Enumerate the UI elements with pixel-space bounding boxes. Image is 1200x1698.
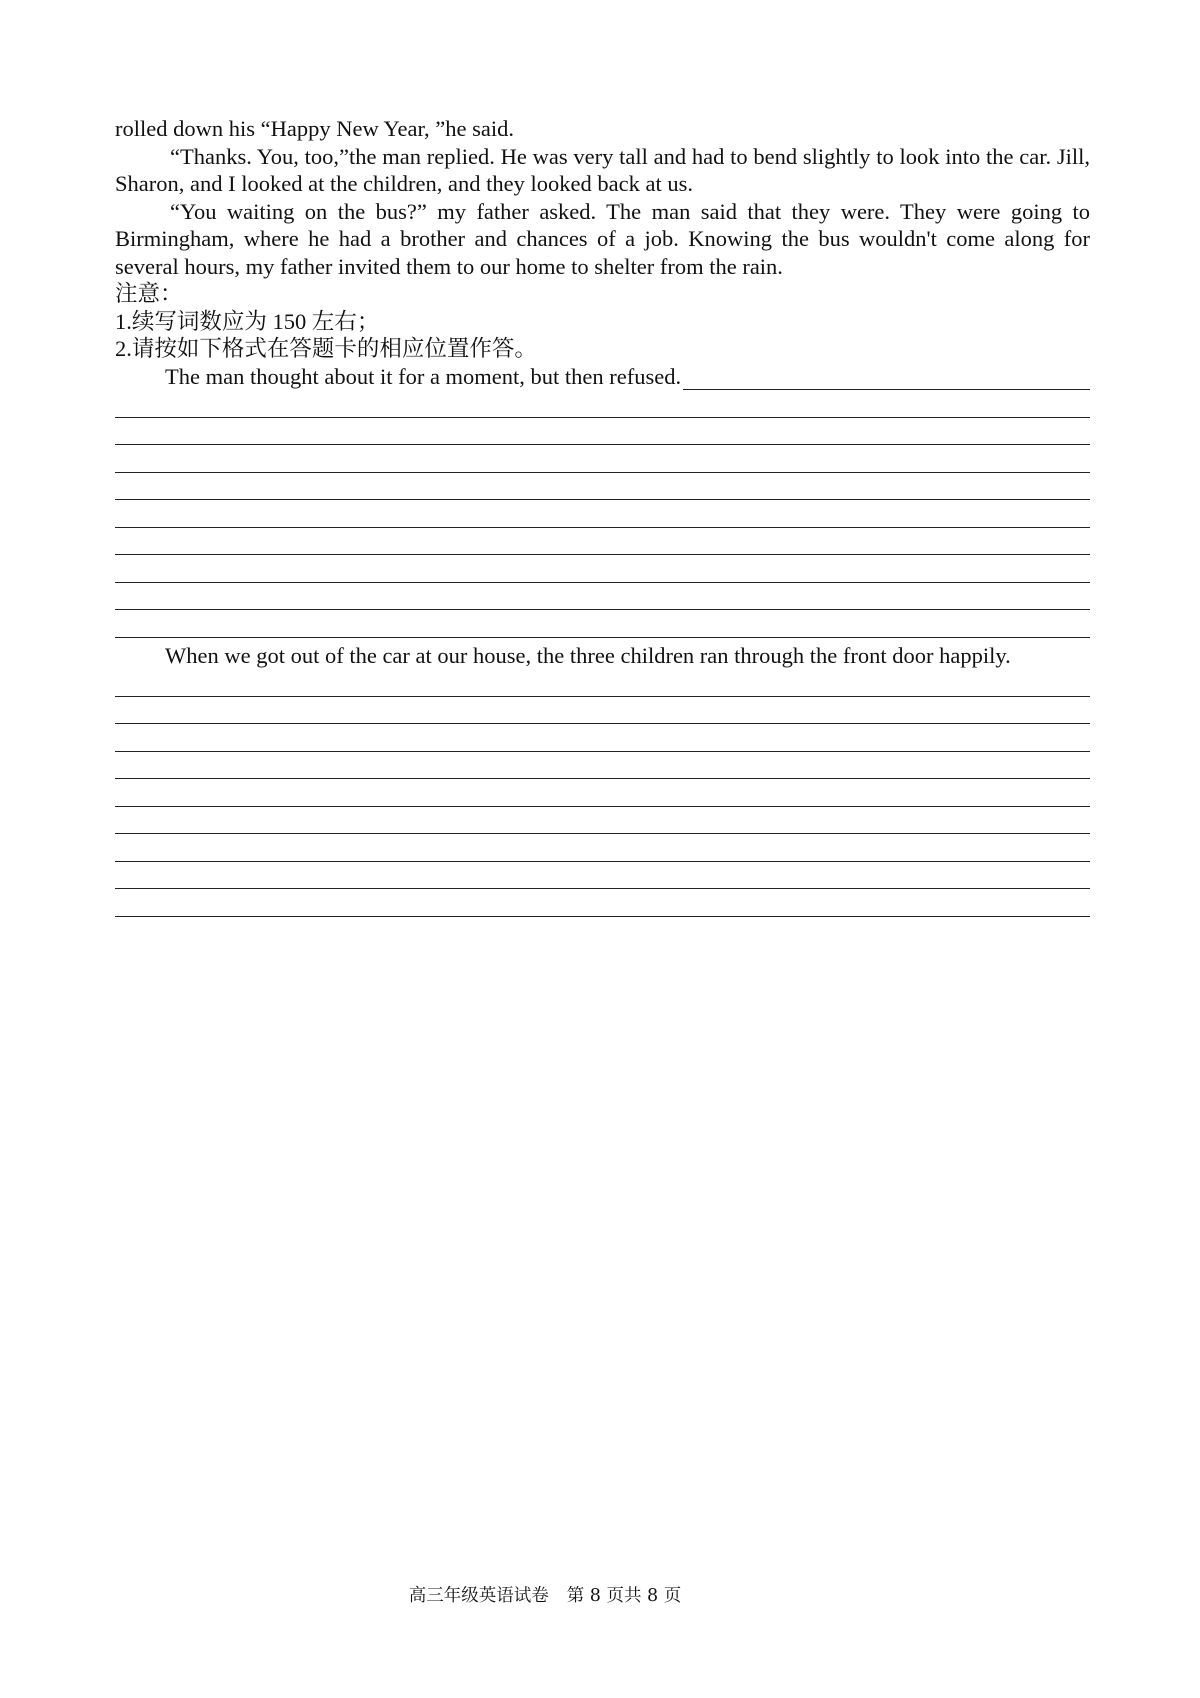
story-paragraph-1: rolled down his “Happy New Year, ”he said.: [115, 116, 515, 141]
answer-line[interactable]: [115, 390, 1090, 418]
paragraph2-writing-lines: [115, 669, 1090, 917]
paragraph1-lead-row: [115, 363, 1090, 391]
note-item-1: 1.续写词数应为 150 左右；: [115, 308, 380, 334]
notes-heading: 注意：: [115, 281, 183, 306]
exam-content: [115, 115, 1090, 917]
answer-line[interactable]: [115, 862, 1090, 890]
story-paragraph-3: “You waiting on the bus?” my father asked. The man said that they were. They were going to Birmingham, where he had a brother and chances of a job. Knowing the bus wouldn't come along for several hours, my father invited them to our home to shelter from the rain.: [115, 198, 1090, 279]
answer-line[interactable]: [115, 445, 1090, 473]
answer-line[interactable]: [115, 555, 1090, 583]
story-paragraph-2: “Thanks. You, too,”the man replied. He was very tall and had to bend slightly to look into the car. Jill, Sharon, and I looked at the children, and they looked back at us.: [115, 143, 1090, 196]
exam-name: 高三年级英语试卷: [408, 1586, 549, 1606]
answer-line[interactable]: [115, 889, 1090, 917]
paragraph1-writing-lines: [115, 390, 1090, 638]
answer-line[interactable]: [115, 834, 1090, 862]
answer-line[interactable]: [115, 583, 1090, 611]
paragraph1-lead: The man thought about it for a moment, but then refused.: [165, 363, 682, 389]
answer-line[interactable]: [115, 610, 1090, 638]
answer-line[interactable]: [115, 500, 1090, 528]
answer-line[interactable]: [115, 418, 1090, 446]
page-footer: [0, 1582, 1090, 1607]
answer-line[interactable]: [115, 752, 1090, 780]
paragraph2-lead: When we got out of the car at our house, the three children ran through the front door happily.: [165, 642, 1011, 668]
answer-line[interactable]: [115, 528, 1090, 556]
answer-line[interactable]: [115, 473, 1090, 501]
answer-line[interactable]: [683, 369, 1090, 390]
answer-line[interactable]: [115, 669, 1090, 697]
answer-line[interactable]: [115, 807, 1090, 835]
note-item-2: 2.请按如下格式在答题卡的相应位置作答。: [115, 336, 537, 361]
answer-line[interactable]: [115, 779, 1090, 807]
answer-line[interactable]: [115, 697, 1090, 725]
page-number: 第 8 页共 8 页: [566, 1586, 682, 1606]
answer-line[interactable]: [115, 724, 1090, 752]
